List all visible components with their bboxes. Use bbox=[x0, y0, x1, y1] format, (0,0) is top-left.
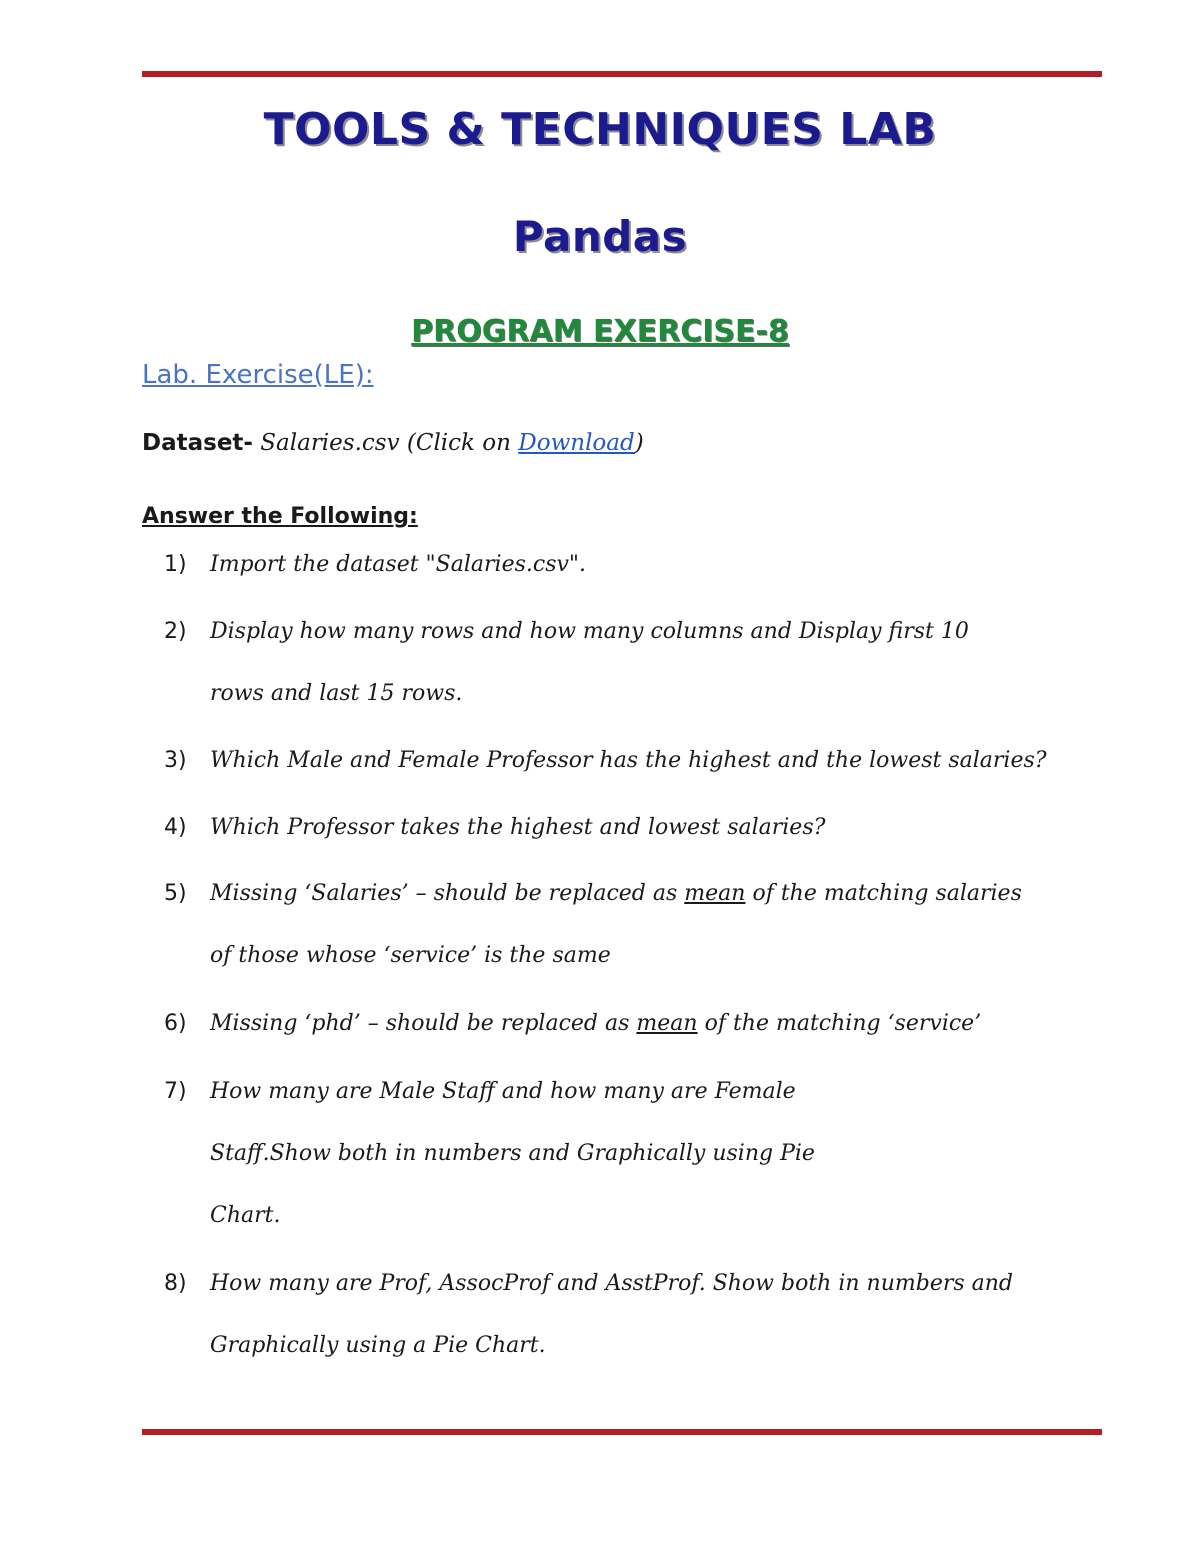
top-divider bbox=[142, 71, 1102, 77]
question-number: 6) bbox=[164, 1011, 187, 1036]
question-line: rows and last 15 rows. bbox=[210, 681, 463, 706]
question-number: 5) bbox=[164, 881, 187, 906]
download-link[interactable]: Download bbox=[518, 430, 635, 456]
question-line: Graphically using a Pie Chart. bbox=[210, 1333, 546, 1358]
question-line: Missing ‘Salaries’ – should be replaced as mean of the matching salaries bbox=[210, 881, 1022, 906]
page-subtitle: Pandas bbox=[512, 212, 688, 261]
question-number: 2) bbox=[164, 619, 187, 644]
question-text bbox=[210, 1253, 1110, 1377]
answer-heading: Answer the Following: bbox=[142, 504, 418, 529]
question-text bbox=[210, 730, 1110, 792]
mean-emphasis: mean bbox=[684, 881, 746, 906]
dataset-label: Dataset- bbox=[142, 430, 253, 456]
question-number: 7) bbox=[164, 1079, 187, 1104]
question-number: 4) bbox=[164, 815, 187, 840]
question-text bbox=[210, 797, 1110, 859]
exercise-title: PROGRAM EXERCISE-8 bbox=[411, 314, 789, 349]
question-line: Chart. bbox=[210, 1203, 281, 1228]
question-line: Display how many rows and how many columns and Display first 10 bbox=[210, 619, 969, 644]
question-line: of those whose ‘service’ is the same bbox=[210, 943, 611, 968]
dataset-text: Salaries.csv (Click on bbox=[252, 430, 519, 456]
question-line: Which Male and Female Professor has the highest and the lowest salaries? bbox=[210, 748, 1047, 773]
lab-exercise-heading: Lab. Exercise(LE): bbox=[142, 360, 374, 390]
question-line: How many are Male Staff and how many are Female bbox=[210, 1079, 796, 1104]
question-number: 3) bbox=[164, 748, 187, 773]
dataset-text-end: ) bbox=[634, 430, 644, 456]
page-title: TOOLS & TECHNIQUES LAB bbox=[263, 104, 937, 155]
question-line: How many are Prof, AssocProf and AsstProf. Show both in numbers and bbox=[210, 1271, 1013, 1296]
question-line: Staff.Show both in numbers and Graphically using Pie bbox=[210, 1141, 815, 1166]
question-line: Import the dataset "Salaries.csv". bbox=[210, 552, 587, 577]
mean-emphasis: mean bbox=[636, 1011, 698, 1036]
question-text bbox=[210, 863, 1110, 987]
question-line: Which Professor takes the highest and lowest salaries? bbox=[210, 815, 826, 840]
question-line: Missing ‘phd’ – should be replaced as mean of the matching ‘service’ bbox=[210, 1011, 982, 1036]
bottom-divider bbox=[142, 1429, 1102, 1435]
question-text bbox=[210, 1061, 1110, 1247]
question-text bbox=[210, 601, 1110, 725]
dataset-line bbox=[142, 430, 644, 456]
question-number: 1) bbox=[164, 552, 187, 577]
question-text bbox=[210, 993, 1110, 1055]
question-text bbox=[210, 534, 1110, 596]
question-number: 8) bbox=[164, 1271, 187, 1296]
